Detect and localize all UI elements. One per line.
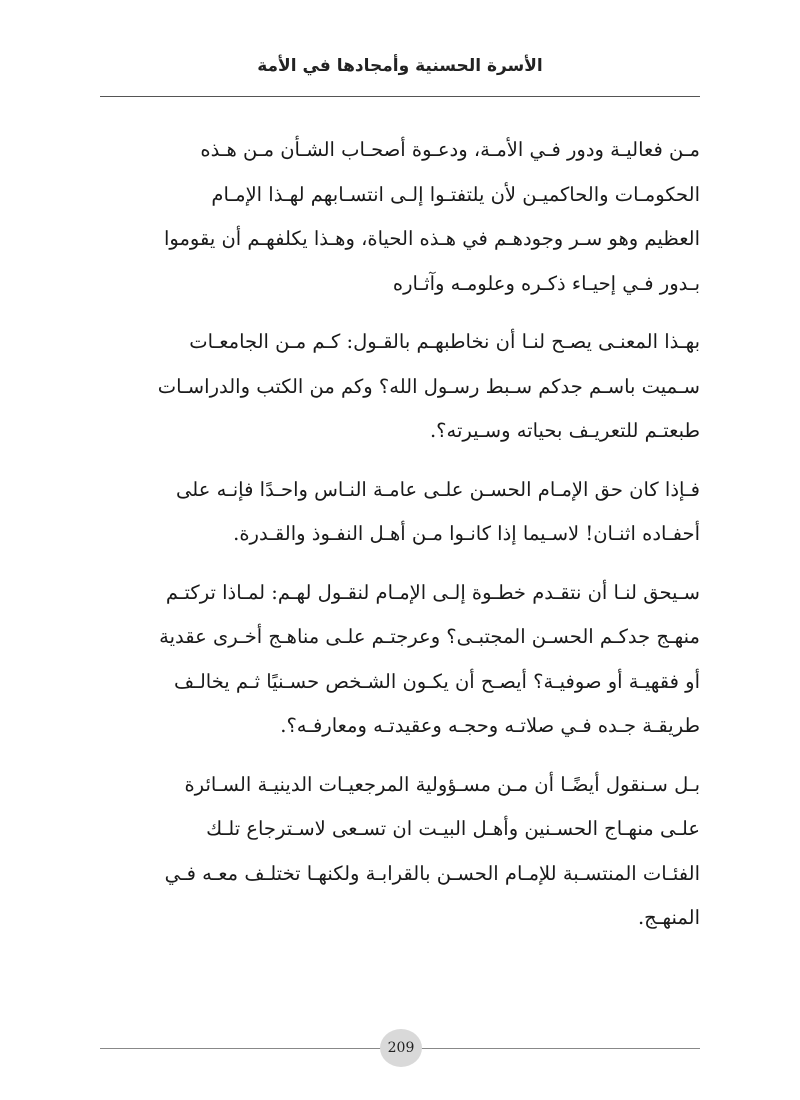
text-line: سـميت باسـم جدكم سـبط رسـول الله؟ وكم من الكتب والدراسـات bbox=[157, 374, 700, 398]
text-line: بهـذا المعنـى يصـح لنـا أن نخاطبهـم بالقـول: كـم مـن الجامعـات bbox=[189, 330, 700, 353]
paragraph-2 bbox=[100, 320, 700, 454]
text-line: سـيحق لنـا أن نتقـدم خطـوة إلـى الإمـام لنقـول لهـم: لمـاذا تركتـم bbox=[165, 580, 700, 604]
running-header-title: الأسرة الحسنية وأمجادها في الأمة bbox=[257, 56, 543, 76]
text-line: الفئـات المنتسـبة للإمـام الحسـن بالقرابـة ولكنهـا تختلـف معـه فـي bbox=[164, 861, 700, 885]
text-line: مـن فعاليـة ودور فـي الأمـة، ودعـوة أصحـاب الشـأن مـن هـذه bbox=[200, 138, 700, 161]
paragraph-3 bbox=[100, 468, 700, 557]
body-text bbox=[100, 128, 700, 955]
paragraph-5 bbox=[100, 763, 700, 941]
text-line: المنهـج. bbox=[637, 906, 700, 929]
text-line: بـدور فـي إحيـاء ذكـره وعلومـه وآثـاره bbox=[392, 271, 700, 295]
paragraph-1 bbox=[100, 128, 700, 306]
text-line: فـإذا كان حق الإمـام الحسـن علـى عامـة النـاس واحـدًا فإنـه على bbox=[176, 477, 700, 501]
text-line: علـى منهـاج الحسـنين وأهـل البيـت ان تسـعى لاسـترجاع تلـك bbox=[206, 817, 700, 840]
text-line: منهـج جدكـم الحسـن المجتبـى؟ وعرجتـم علـى مناهـج أخـرى عقدية bbox=[159, 625, 700, 648]
paragraph-4 bbox=[100, 571, 700, 749]
text-line: طبعتـم للتعريـف بحياته وسـيرته؟. bbox=[429, 419, 700, 442]
text-line: أحفـاده اثنـان! لاسـيما إذا كانـوا مـن أهـل النفـوذ والقـدرة. bbox=[233, 522, 700, 545]
text-line: طريقـة جـده فـي صلاتـه وحجـه وعقيدتـه ومعارفـه؟. bbox=[280, 714, 700, 737]
text-line: العظيم وهو سـر وجودهـم في هـذه الحياة، وهـذا يكلفهـم أن يقوموا bbox=[163, 227, 700, 250]
header-divider bbox=[100, 96, 700, 97]
text-line: بـل سـنقول أيضًـا أن مـن مسـؤولية المرجعيـات الدينيـة السـائرة bbox=[184, 772, 700, 796]
text-line: أو فقهيـة أو صوفيـة؟ أيصـح أن يكـون الشـخص حسـنيًا ثـم يخالـف bbox=[173, 669, 700, 693]
page-number: 209 bbox=[380, 1029, 422, 1067]
text-line: الحكومـات والحاكميـن لأن يلتفتـوا إلـى انتسـابهم لهـذا الإمـام bbox=[211, 182, 700, 206]
